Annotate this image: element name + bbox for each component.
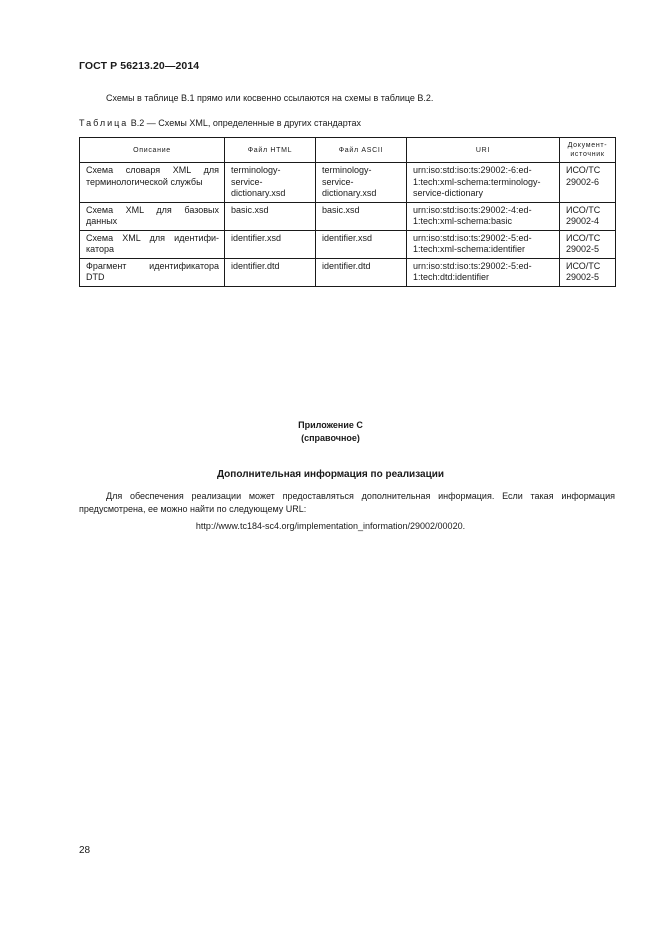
cell-source-document: ИСО/ТС 29002-4 [560, 202, 616, 230]
cell-description: Схема XML для базовых данных [80, 202, 225, 230]
appendix-subtitle: (справочное) [301, 432, 360, 443]
cell-source-document: ИСО/ТС 29002-5 [560, 258, 616, 286]
cell-source-document: ИСО/ТС 29002-6 [560, 163, 616, 203]
cell-uri: urn:iso:std:iso:ts:29002:-4:ed-1:tech:xml-schema:basic [407, 202, 560, 230]
intro-text: Схемы в таблице В.1 прямо или косвенно ссылаются на схемы в таблице В.2. [106, 93, 434, 103]
table-row [80, 163, 616, 203]
cell-ascii-file: terminology-service-dictionary.xsd [316, 163, 407, 203]
cell-ascii-file: identifier.dtd [316, 258, 407, 286]
cell-html-file: identifier.dtd [225, 258, 316, 286]
column-header-ascii-file: Файл ASCII [316, 138, 407, 163]
document-header: ГОСТ Р 56213.20—2014 [79, 60, 200, 72]
section-paragraph: Для обеспечения реализации может предоставляться дополнительная информация. Если такая информация предусмотрена, ее можно найти по следующему URL: [79, 491, 615, 514]
table-row [80, 230, 616, 258]
cell-html-file: basic.xsd [225, 202, 316, 230]
cell-html-file: identifier.xsd [225, 230, 316, 258]
cell-ascii-file: identifier.xsd [316, 230, 407, 258]
cell-uri: urn:iso:std:iso:ts:29002:-5:ed-1:tech:dtd:identifier [407, 258, 560, 286]
column-header-description: Описание [80, 138, 225, 163]
page-number: 28 [79, 845, 91, 856]
column-header-html-file: Файл HTML [225, 138, 316, 163]
cell-uri: urn:iso:std:iso:ts:29002:-5:ed-1:tech:xml-schema:identifier [407, 230, 560, 258]
xml-schemas-table [79, 137, 616, 287]
table-caption-title: В.2 — Схемы XML, определенные в других стандартах [128, 118, 362, 128]
column-header-source-document: Документ- источник [560, 138, 616, 163]
table-caption [79, 118, 361, 128]
cell-uri: urn:iso:std:iso:ts:29002:-6:ed-1:tech:xml-schema:terminology-service-dictionary [407, 163, 560, 203]
cell-description: Схема словаря XML для терминологической службы [80, 163, 225, 203]
appendix-title: Приложение С [298, 420, 363, 430]
implementation-url: http://www.tc184-sc4.org/implementation_information/29002/00020. [195, 521, 466, 531]
cell-html-file: terminology-service-dictionary.xsd [225, 163, 316, 203]
table-row [80, 202, 616, 230]
cell-description: Схема XML для идентифи-катора [80, 230, 225, 258]
section-title: Дополнительная информация по реализации [216, 469, 445, 480]
table-row [80, 258, 616, 286]
column-header-uri: URI [407, 138, 560, 163]
cell-ascii-file: basic.xsd [316, 202, 407, 230]
appendix-heading [0, 419, 661, 444]
cell-source-document: ИСО/ТС 29002-5 [560, 230, 616, 258]
cell-description: Фрагмент идентификатора DTD [80, 258, 225, 286]
table-header-row [80, 138, 616, 163]
table-caption-prefix: Таблица [79, 118, 129, 128]
